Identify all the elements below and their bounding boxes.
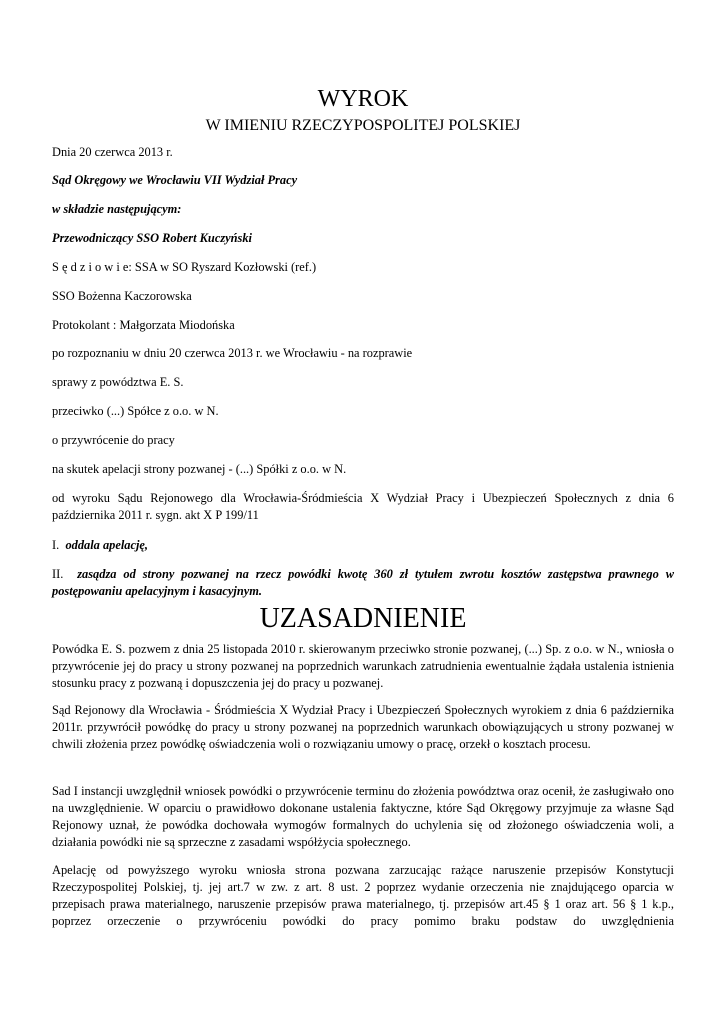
document-subtitle: W IMIENIU RZECZYPOSPOLITEJ POLSKIEJ [205,117,521,134]
against-line: przeciwko (...) Spółce z o.o. w N. [52,404,219,418]
justification-paragraph-2: Sąd Rejonowy dla Wrocławia - Śródmieścia X Wydział Pracy i Ubezpieczeń Społecznych wyrokiem z dnia 6 października 2011r. przywrócił powódkę do pracy u strony pozwanej na poprzednich warunkach obowiązujących u strony pozwanej w chwili złożenia przez powódkę oświadczenia woli o rozwiązaniu umowy o pracę, orzekł o kosztach procesu. [52,703,674,751]
ruling-2-number: II. [52,567,64,581]
judge2-line: SSO Bożenna Kaczorowska [52,289,192,303]
judges-line: S ę d z i o w i e: SSA w SO Ryszard Kozłowski (ref.) [52,260,317,274]
ruling-1-number: I. [52,538,60,552]
ruling-1 [52,537,674,554]
justification-paragraph-3: Sad I instancji uwzględnił wniosek powódki o przywrócenie terminu do złożenia powództwa oraz ocenił, że zasługiwało ono na uwzględnienie. W oparciu o prawidłowo dokonane ustalenia faktyczne, które Sąd Okręgowy przyjmuje za własne Sąd Rejonowy uznał, że powódka dochowała wymogów formalnych do uchylenia się od złożonego oświadczenia woli, a działania powódki nie są sprzeczne z zasadami współżycia społecznego. [52,784,674,849]
ruling-2-text: zasądza od strony pozwanej na rzecz powódki kwotę 360 zł tytułem zwrotu kosztów zastępstwa prawnego w postępowaniu apelacyjnym i kasacyjnym. [52,567,675,598]
subject-line: o przywrócenie do pracy [52,433,175,447]
appeal-line: na skutek apelacji strony pozwanej - (...) Spółki z o.o. w N. [52,462,347,476]
clerk-line: Protokolant : Małgorzata Miodońska [52,318,235,332]
hearing-line: po rozpoznaniu w dniu 20 czerwca 2013 r. we Wrocławiu - na rozprawie [52,346,413,360]
case-line: sprawy z powództwa E. S. [52,375,184,389]
judgment-reference: od wyroku Sądu Rejonowego dla Wrocławia-Śródmieścia X Wydział Pracy i Ubezpieczeń Społecznych z dnia 6 października 2011 r. sygn. akt X P 199/11 [52,491,674,522]
chair-line: Przewodniczący SSO Robert Kuczyński [52,231,252,245]
justification-paragraph-4: Apelację od powyższego wyroku wniosła strona pozwana zarzucając rażące naruszenie przepisów Konstytucji Rzeczypospolitej Polskiej, tj. jej art.7 w zw. z art. 8 ust. 2 poprzez wydanie orzeczenia nie znajdującego oparcia w przepisach prawa materialnego, naruszenie przepisów prawa materialnego, tj. przepisów art.45 § 1 oraz art. 56 § 1 k.p., poprzez orzeczenie o przywróceniu powódki do pracy pomimo braku podstaw do uwzględnienia [52,863,674,928]
ruling-2 [52,566,674,600]
justification-paragraph-1: Powódka E. S. pozwem z dnia 25 listopada 2010 r. skierowanym przeciwko stronie pozwanej, (...) Sp. z o.o. w N., wniosła o przywrócenie jej do pracy u strony pozwanej na poprzednich warunkach zatrudnienia ewentualnie żądała ustalenia istnienia stosunku pracy z pozwaną i dopuszczenia jej do pracy u pozwanej. [52,642,674,690]
document-title: WYROK [317,86,409,112]
court-line: Sąd Okręgowy we Wrocławiu VII Wydział Pracy [52,173,298,187]
composition-line: w składzie następującym: [52,202,182,216]
ruling-1-text: oddala apelację, [65,538,149,552]
date-line: Dnia 20 czerwca 2013 r. [52,145,173,159]
justification-heading: UZASADNIENIE [259,603,467,634]
